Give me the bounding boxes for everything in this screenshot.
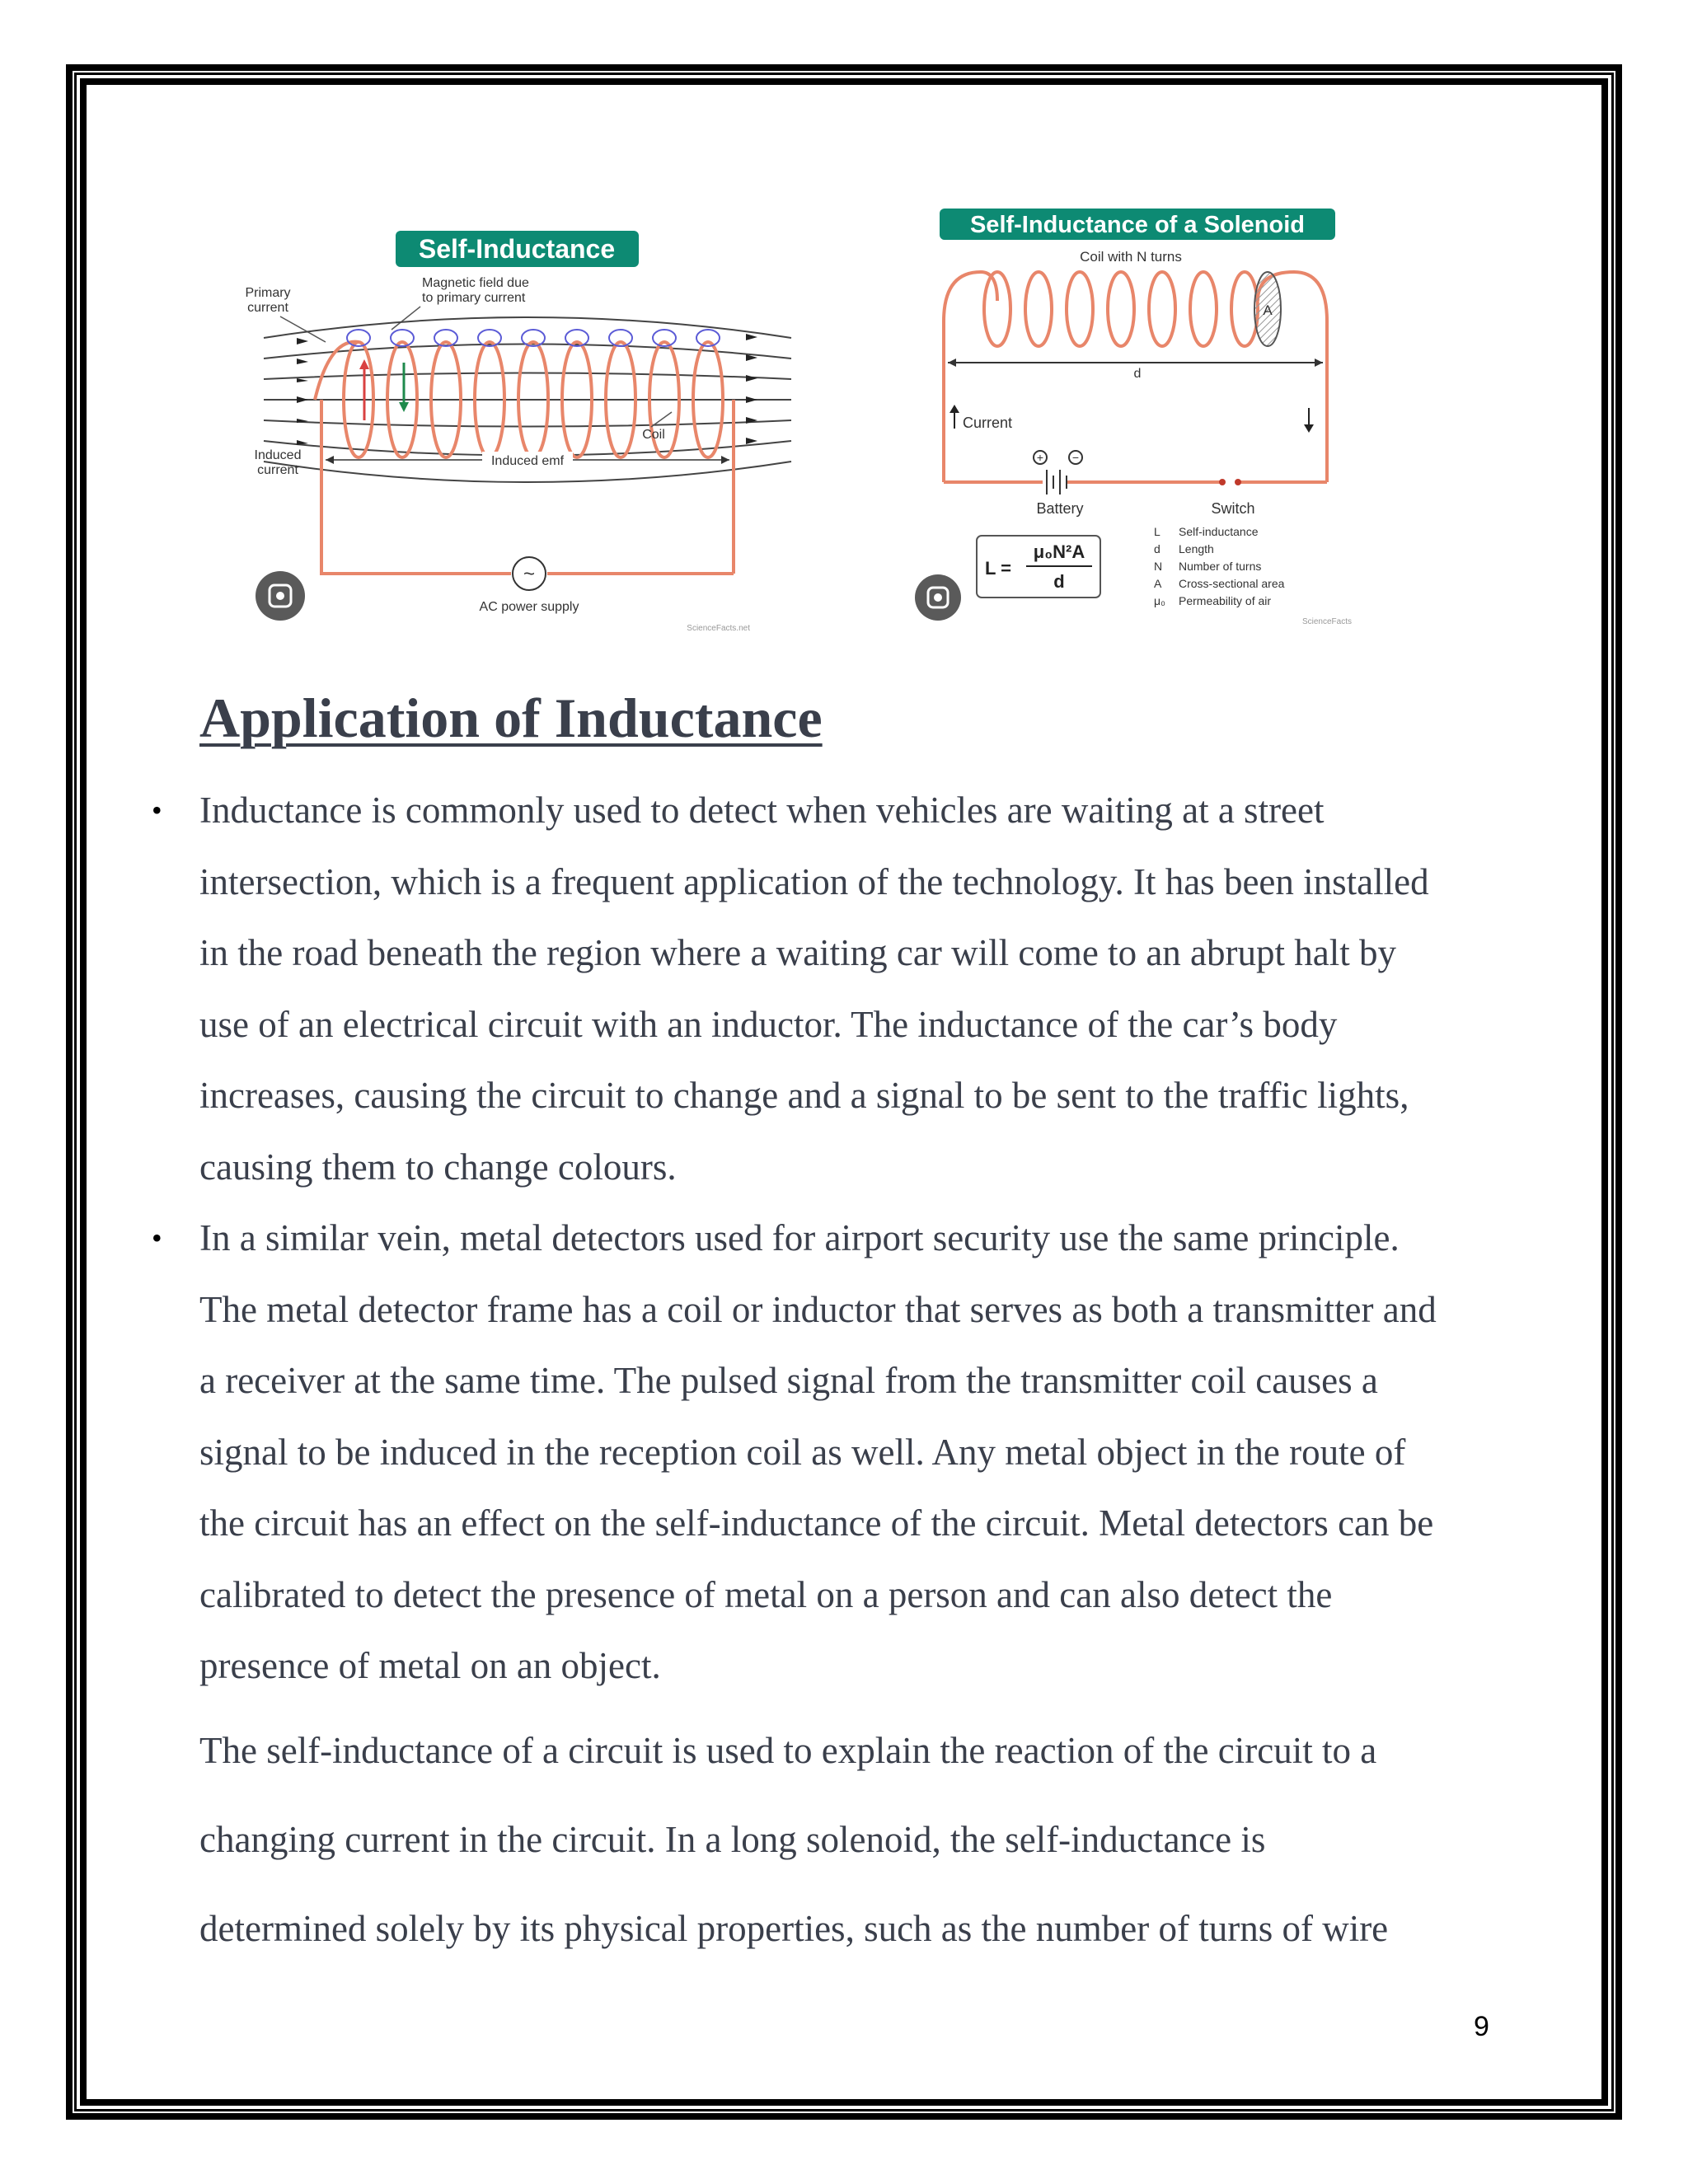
text-line: presence of metal on an object. xyxy=(199,1645,661,1686)
formula-denominator: d xyxy=(1053,571,1065,592)
label-primary-current-2: current xyxy=(247,301,288,315)
label-area: A xyxy=(1263,302,1273,318)
svg-text:~: ~ xyxy=(523,563,536,585)
text-line: signal to be induced in the reception coil as well. Any metal object in the route of xyxy=(199,1431,1406,1473)
figure-self-inductance xyxy=(231,214,808,643)
label-primary-current: Primary xyxy=(245,286,291,300)
page-number: 9 xyxy=(1474,2011,1489,2042)
label-magnetic-field: Magnetic field due xyxy=(422,276,529,290)
label-coil: Coil xyxy=(642,428,665,442)
label-switch: Switch xyxy=(1211,500,1255,517)
text-line: intersection, which is a frequent application of the technology. It has been installed xyxy=(199,860,1429,902)
bullet-icon: • xyxy=(152,1221,162,1254)
text-line: in the road beneath the region where a waiting car will come to an abrupt halt by xyxy=(199,932,1396,973)
label-d: d xyxy=(1133,367,1142,381)
text-line: causing them to change colours. xyxy=(199,1146,677,1188)
text-line: changing current in the circuit. In a long solenoid, the self-inductance is xyxy=(199,1819,1266,1860)
label-induced-emf: Induced emf xyxy=(490,454,565,468)
legend-desc: Permeability of air xyxy=(1179,594,1272,607)
closing-paragraph xyxy=(199,1706,1518,1973)
legend-sym: N xyxy=(1154,560,1163,573)
watermark-left: ScienceFacts.net xyxy=(687,624,750,633)
legend-desc: Self-inductance xyxy=(1179,525,1259,538)
formula-lhs: L = xyxy=(985,558,1012,579)
label-induced-current: Induced xyxy=(254,448,302,462)
legend-sym: μ₀ xyxy=(1154,594,1165,607)
figure-title: Self-Inductance xyxy=(418,234,616,264)
legend-sym: d xyxy=(1154,542,1160,555)
text-line: the circuit has an effect on the self-inductance of the circuit. Metal detectors can be xyxy=(199,1502,1434,1544)
text-line: The self-inductance of a circuit is used to explain the reaction of the circuit to a xyxy=(199,1730,1377,1771)
bullet-icon: • xyxy=(152,794,162,827)
watermark-right: ScienceFacts xyxy=(1301,617,1352,626)
text-line: Inductance is commonly used to detect when vehicles are waiting at a street xyxy=(199,790,1325,831)
switch-icon xyxy=(1219,479,1241,485)
legend-desc: Length xyxy=(1179,542,1214,555)
text-line: calibrated to detect the presence of metal on a person and can also detect the xyxy=(199,1573,1333,1615)
legend xyxy=(1154,525,1285,607)
text-line: The metal detector frame has a coil or inductor that serves as both a transmitter and xyxy=(199,1288,1437,1330)
svg-text:+: + xyxy=(1036,451,1044,464)
legend-desc: Number of turns xyxy=(1179,560,1262,573)
label-current: Current xyxy=(963,415,1013,431)
text-line: use of an electrical circuit with an inductor. The inductance of the car’s body xyxy=(199,1003,1338,1045)
text-line: increases, causing the circuit to change and a signal to be sent to the traffic lights, xyxy=(199,1075,1409,1116)
text-line: In a similar vein, metal detectors used for airport security use the same principle. xyxy=(199,1217,1400,1258)
label-induced-current-2: current xyxy=(257,463,298,477)
list-item xyxy=(152,1202,1518,1702)
text-line: a receiver at the same time. The pulsed signal from the transmitter coil causes a xyxy=(199,1360,1378,1401)
list-item xyxy=(152,775,1518,1202)
text-line: determined solely by its physical properties, such as the number of turns of wire xyxy=(199,1908,1389,1949)
section-heading: Application of Inductance xyxy=(199,687,823,749)
formula-numerator: μ₀N²A xyxy=(1033,541,1085,562)
label-magnetic-field-2: to primary current xyxy=(422,291,526,305)
figure-title: Self-Inductance of a Solenoid xyxy=(969,212,1306,238)
label-battery: Battery xyxy=(1036,500,1084,517)
label-ac-supply: AC power supply xyxy=(479,600,579,614)
legend-sym: A xyxy=(1154,577,1162,590)
label-coil-turns: Coil with N turns xyxy=(1080,249,1182,265)
lens-icon[interactable] xyxy=(256,571,305,621)
legend-sym: L xyxy=(1154,525,1160,538)
bullet-list xyxy=(152,775,1518,1702)
figure-solenoid xyxy=(907,202,1376,639)
legend-desc: Cross-sectional area xyxy=(1179,577,1285,590)
svg-text:−: − xyxy=(1071,451,1080,464)
lens-icon[interactable] xyxy=(915,574,961,621)
